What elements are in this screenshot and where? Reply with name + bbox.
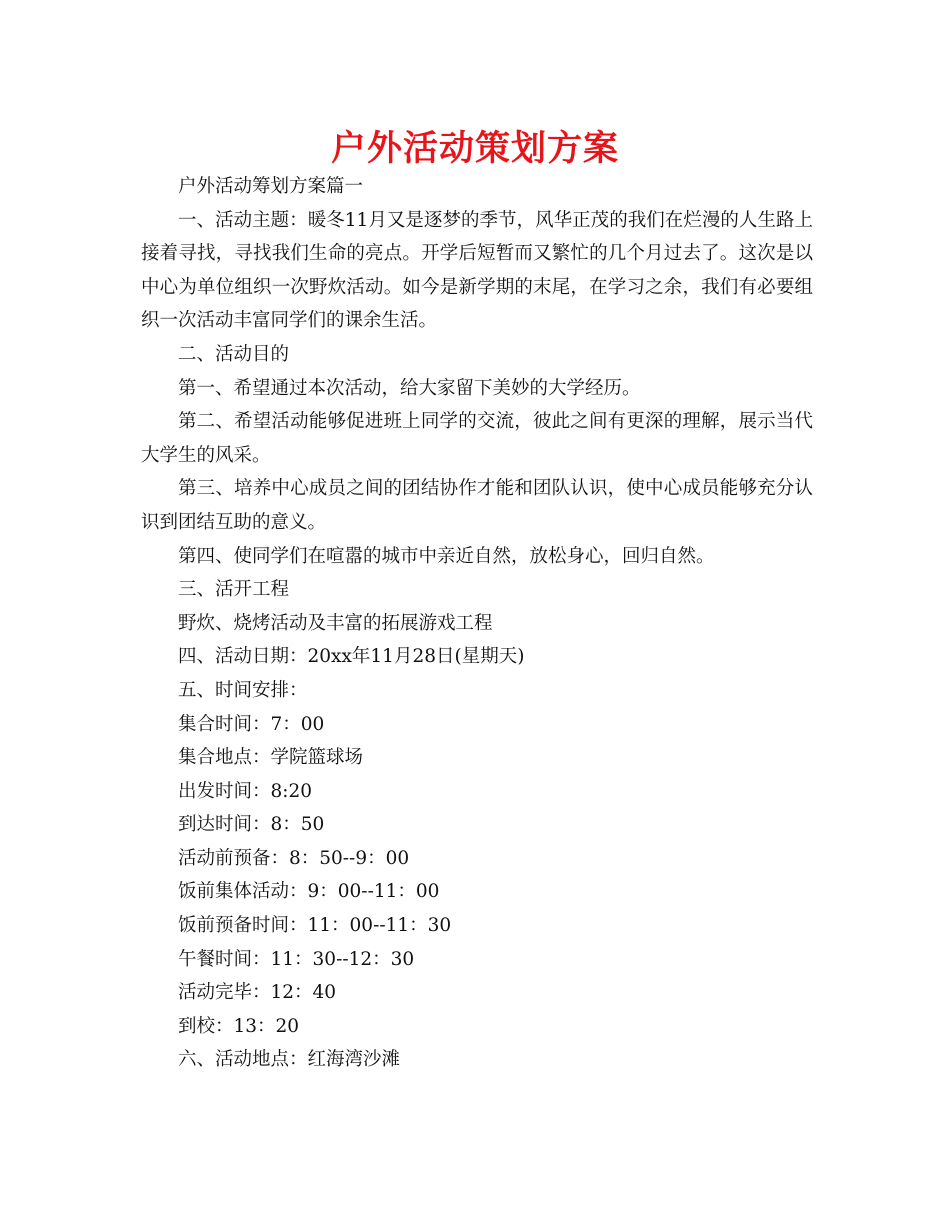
schedule-item: 集合时间：7：00 <box>178 713 325 735</box>
heading-activity-purpose: 二、活动目的 <box>178 343 290 365</box>
paragraph-activity-location: 六、活动地点：红海湾沙滩 <box>178 1049 401 1071</box>
paragraph-purpose-3: 第三、培养中心成员之间的团结协作才能和团队认识，使中心成员能够充分认识到团结互助的意义。 <box>141 478 813 533</box>
schedule-item: 饭前集体活动：9：00--11：00 <box>178 881 440 903</box>
document-body <box>141 170 813 1077</box>
paragraph-activity-date: 四、活动日期：20xx年11月28日(星期天) <box>178 646 525 668</box>
schedule-item: 集合地点：学院篮球场 <box>178 747 364 769</box>
schedule-item: 出发时间：8:20 <box>178 780 313 802</box>
paragraph-purpose-4: 第四、使同学们在喧嚣的城市中亲近自然，放松身心，回归自然。 <box>178 545 715 567</box>
document-title: 户外活动策划方案 <box>330 129 619 169</box>
schedule-item: 饭前预备时间：11：00--11：30 <box>178 915 452 937</box>
paragraph-purpose-1: 第一、希望通过本次活动，给大家留下美妙的大学经历。 <box>178 377 641 399</box>
schedule-item: 活动完毕：12：40 <box>178 982 337 1004</box>
schedule-item: 午餐时间：11：30--12：30 <box>178 948 415 970</box>
paragraph-activity-theme: 一、活动主题：暖冬11月又是逐梦的季节，风华正茂的我们在烂漫的人生路上接着寻找，寻找我们生命的亮点。开学后短暂而又繁忙的几个月过去了。这次是以中心为单位组织一次野炊活动。如今是新学期的末尾，在学习之余，我们有必要组织一次活动丰富同学们的课余生活。 <box>141 209 813 332</box>
paragraph-purpose-2: 第二、希望活动能够促进班上同学的交流，彼此之间有更深的理解，展示当代大学生的风采。 <box>141 411 813 466</box>
heading-schedule: 五、时间安排： <box>178 679 308 701</box>
paragraph-subtitle: 户外活动筹划方案篇一 <box>178 176 364 197</box>
schedule-item: 到达时间：8：50 <box>178 814 325 836</box>
schedule-item: 到校：13：20 <box>178 1015 300 1037</box>
paragraph-activity-items: 野炊、烧烤活动及丰富的拓展游戏工程 <box>178 612 493 634</box>
heading-activity-items: 三、活开工程 <box>178 579 290 601</box>
schedule-item: 活动前预备：8：50--9：00 <box>178 847 410 869</box>
